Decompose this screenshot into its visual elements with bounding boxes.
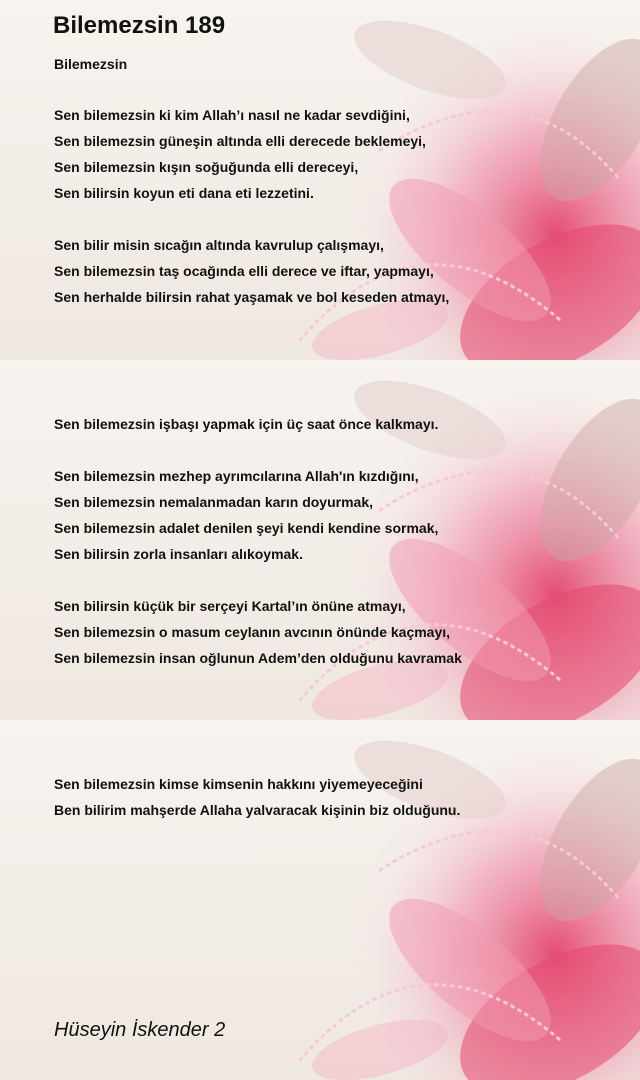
poem-subtitle: Bilemezsin <box>54 56 128 72</box>
poem-line: Sen bilemezsin taş ocağında elli derece ve iftar, yapmayı, <box>54 263 434 279</box>
poem-line: Sen bilemezsin güneşin altında elli derecede beklemeyi, <box>54 133 426 149</box>
stanza-5 <box>54 593 462 671</box>
stanza-3 <box>54 411 438 437</box>
poem-line: Sen bilir misin sıcağın altında kavrulup çalışmayı, <box>54 237 384 253</box>
poem-line: Sen bilemezsin nemalanmadan karın doyurmak, <box>54 494 373 510</box>
poem-line: Sen bilemezsin işbaşı yapmak için üç saat önce kalkmayı. <box>54 416 439 432</box>
stanza-4 <box>54 463 438 567</box>
poem-line: Sen bilemezsin adalet denilen şeyi kendi kendine sormak, <box>54 520 439 536</box>
poem-line: Sen bilemezsin o masum ceylanın avcının önünde kaçmayı, <box>54 624 451 640</box>
stanza-1 <box>54 102 426 206</box>
poem-line: Sen bilemezsin kimse kimsenin hakkını yiyemeyeceğini <box>54 776 423 792</box>
poem-title: Bilemezsin 189 <box>53 12 226 39</box>
poem-line: Sen bilemezsin kışın soğuğunda elli dereceyi, <box>54 159 359 175</box>
poem-line: Sen bilemezsin mezhep ayrımcılarına Allah'ın kızdığını, <box>54 468 419 484</box>
poem-line: Sen bilemezsin insan oğlunun Adem’den olduğunu kavramak <box>54 650 462 666</box>
stanza-2 <box>54 232 449 310</box>
stanza-6 <box>54 771 460 823</box>
poem-line: Sen herhalde bilirsin rahat yaşamak ve bol keseden atmayı, <box>54 289 450 305</box>
poem-line: Sen bilemezsin ki kim Allah’ı nasıl ne kadar sevdiğini, <box>54 107 410 123</box>
poem-author: Hüseyin İskender 2 <box>54 1019 226 1041</box>
poem-line: Sen bilirsin küçük bir serçeyi Kartal’ın önüne atmayı, <box>54 598 406 614</box>
poem-line: Sen bilirsin zorla insanları alıkoymak. <box>54 546 303 562</box>
poem-line: Sen bilirsin koyun eti dana eti lezzetini. <box>54 185 314 201</box>
poem-line: Ben bilirim mahşerde Allaha yalvaracak kişinin biz olduğunu. <box>54 802 461 818</box>
